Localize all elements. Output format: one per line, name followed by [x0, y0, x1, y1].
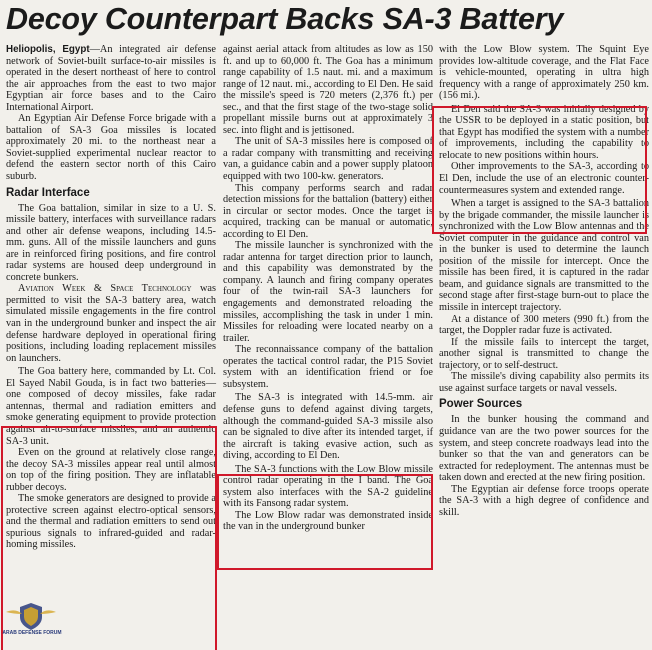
paragraph: Even on the ground at relatively close range, the decoy SA-3 missiles appear real until almost on top of the firing position. They are inflatable rubber decoys.: [6, 447, 216, 493]
column-2: [223, 44, 433, 533]
paragraph-text: —An integrated air defense network of Soviet-built surface-to-air missiles is operated in the desert northeast of here to control the air approaches from the east to two major Egyptian air force bases and to the Cairo International Airport.: [6, 44, 216, 113]
article-headline: Decoy Counterpart Backs SA-3 Battery: [6, 2, 564, 36]
paragraph: [6, 44, 216, 113]
publication-name: Aviation Week & Space Technology: [18, 283, 192, 295]
paragraph: The unit of SA-3 missiles here is composed of a radar company with transmitting and receiving van, a guidance cabin and a power supply platoon equipped with two 100-kw. generators.: [223, 136, 433, 183]
paragraph: The missile launcher is synchronized with the radar antenna for target direction prior to launch, and this capability was demonstrated by the company. A launch and firing company operates four of the twin-rail SA-3 launchers for engagements and demonstrated reloading the missiles, accomplishing the task in under 1 min. Missiles for reloading were located nearby on a trailer.: [223, 240, 433, 344]
paragraph: The Egyptian air defense force troops operate the SA-3 with a high degree of confidence and skill.: [439, 483, 649, 518]
paragraph: The SA-3 is integrated with 14.5-mm. air defense guns to defend against diving targets, although the command-guided SA-3 missile also can be signaled to dive after its intended target, if the aircraft is taking evasive action, such as diving, according to El Den.: [223, 392, 433, 462]
paragraph-text: was permitted to visit the SA-3 battery area, watch simulated missile engagements in the fire control van in the underground bunker and inspect the air defense hardware deployed in operational firing positions, including loading replacement missiles on launchers.: [6, 283, 216, 364]
paragraph: El Den said the SA-3 was initially designed by the USSR to be deployed in a static position, but that Egypt has modified the system with a number of improvements, including the capability to relocate to new positions within hours.: [439, 103, 649, 161]
shield-emblem-icon: [2, 600, 60, 632]
paragraph: The reconnaissance company of the battalion operates the tactical control radar, the P15 Soviet system with an identification friend or foe subsystem.: [223, 344, 433, 390]
dateline: Heliopolis, Egypt: [6, 44, 90, 55]
paragraph: An Egyptian Air Defense Force brigade with a battalion of SA-3 Goa missiles is located approximately 20 mi. to the northeast near a Soviet-supplied experimental nuclear reactor to defend the eastern sector north of this Cairo suburb.: [6, 113, 216, 183]
paragraph: This company performs search and radar detection missions for the battalion (battery) either in circular or sector modes. Once the target is acquired, tracking can be manual or automatic, according to El Den.: [223, 182, 433, 240]
paragraph: The Goa battalion, similar in size to a U. S. missile battery, interfaces with surveillance radars and other air defense weapons, including 14.5-mm. guns. All of the missile launchers and guns are in reinforced firing positions, and fire control radar systems are housed deep underground in concrete bunkers.: [6, 202, 216, 283]
watermark-text: ARAB DEFENSE FORUM: [2, 630, 62, 636]
paragraph: In the bunker housing the command and guidance van are the two power sources for the system, and steep concrete roadways lead into the bunker so that the van and generators can be extracted for redeployment. The antennas must be taken down and erected at the new firing position.: [439, 414, 649, 484]
paragraph: against aerial attack from altitudes as low as 150 ft. and up to 60,000 ft. The Goa has a minimum range capability of 1.5 naut. mi. and a maximum range of 12 naut. mi., according to El Den. He said the missile's speed is 720 meters (2,376 ft.) per sec., and that the first stage of the two-stage solid propellant missile burns out at approximately 3 sec. into flight and is jettisoned.: [223, 44, 433, 136]
paragraph: The missile's diving capability also permits its use against surface targets or naval vessels.: [439, 371, 649, 394]
column-3: [439, 44, 649, 518]
paragraph: Other improvements to the SA-3, according to El Den, include the use of an electronic counter-countermeasures system and extended range.: [439, 161, 649, 196]
paragraph: The SA-3 functions with the Low Blow missile control radar operating in the I band. The Goa system also interfaces with the SA-2 guideline with its Fansong radar system.: [223, 463, 433, 510]
column-1: [6, 44, 216, 551]
paragraph: If the missile fails to intercept the target, another signal is transmitted to change the trajectory, or to self-destruct.: [439, 336, 649, 371]
subheading-radar-interface: Radar Interface: [6, 186, 90, 199]
paragraph: The Goa battery here, commanded by Lt. Col. El Sayed Nabil Gouda, is in fact two batteries—one composed of decoy missiles, fake radar antennas, thermal and radiation emitters and smoke generating equipment to provide protection against air-to-surface missiles, and an authentic SA-3 unit.: [6, 366, 216, 447]
paragraph: The smoke generators are designed to provide a protective screen against electro-optical sensors, and the thermal and radiation emitters to send out spurious signals to infrared-guided and radar-homing missiles.: [6, 493, 216, 551]
subheading-power-sources: Power Sources: [439, 398, 523, 411]
paragraph: [6, 283, 216, 364]
paragraph: When a target is assigned to the SA-3 battalion by the brigade commander, the missile launcher is synchronized with the Low Blow antennas and the Soviet computer in the guidance and control van in the bunker is used to determine the launch position of the missile for intercept. Once the missile has been fired, it is captured in the radar beam, and guidance signals are transmitted to the second stage after first-stage burn-out to place the missile in intercept trajectory.: [439, 198, 649, 314]
watermark-logo: [2, 600, 60, 646]
paragraph: At a distance of 300 meters (990 ft.) from the target, the Doppler radar fuze is activated.: [439, 313, 649, 337]
paragraph: with the Low Blow system. The Squint Eye provides low-altitude coverage, and the Flat Face is vehicle-mounted, operating in ultra high frequency with a range of approximately 250 km. (156 mi.).: [439, 44, 649, 102]
paragraph: The Low Blow radar was demonstrated inside the van in the underground bunker: [223, 509, 433, 533]
